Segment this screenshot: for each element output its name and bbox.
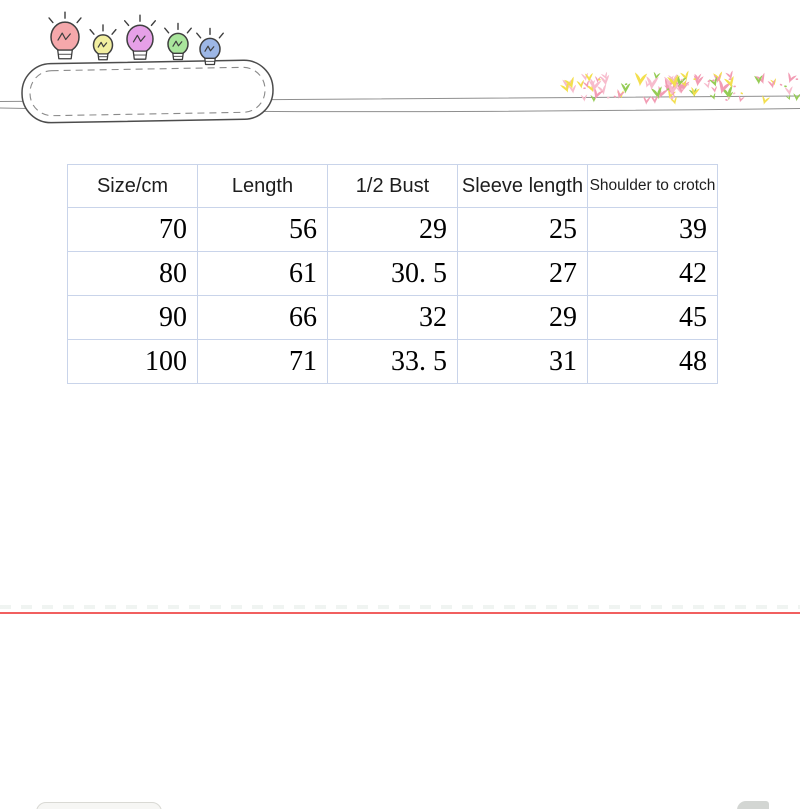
table-cell: 61 bbox=[198, 252, 328, 296]
column-header-size: Size/cm bbox=[68, 165, 198, 208]
flower-icon bbox=[793, 93, 800, 101]
table-header-row bbox=[68, 165, 718, 208]
table-cell: 42 bbox=[588, 252, 718, 296]
table-row bbox=[68, 340, 718, 384]
flower-icon bbox=[568, 85, 577, 95]
table-cell: 29 bbox=[458, 296, 588, 340]
table-row bbox=[68, 208, 718, 252]
flower-icon bbox=[634, 72, 648, 87]
table-cell: 25 bbox=[458, 208, 588, 252]
flower-icon bbox=[642, 96, 650, 105]
lightbulb-icon bbox=[125, 15, 156, 59]
table-cell: 56 bbox=[198, 208, 328, 252]
table-cell: 100 bbox=[68, 340, 198, 384]
flower-icon bbox=[784, 86, 793, 96]
table-cell: 29 bbox=[328, 208, 458, 252]
column-header-length: Length bbox=[198, 165, 328, 208]
table-cell: 70 bbox=[68, 208, 198, 252]
banner-outline bbox=[22, 60, 274, 123]
lightbulb-icon bbox=[49, 12, 81, 59]
table-cell: 32 bbox=[328, 296, 458, 340]
flower-icon bbox=[711, 86, 718, 93]
flower-icon bbox=[704, 81, 712, 90]
table-cell: 66 bbox=[198, 296, 328, 340]
table-cell: 48 bbox=[588, 340, 718, 384]
flower-icon bbox=[760, 95, 770, 106]
table-cell: 80 bbox=[68, 252, 198, 296]
table-cell: 27 bbox=[458, 252, 588, 296]
column-header-half-bust: 1/2 Bust bbox=[328, 165, 458, 208]
table-cell: 31 bbox=[458, 340, 588, 384]
lightbulb-icon bbox=[165, 23, 191, 59]
flower-icon bbox=[785, 72, 797, 84]
table-row bbox=[68, 296, 718, 340]
lightbulb-icon bbox=[90, 25, 116, 60]
table-cell: 30. 5 bbox=[328, 252, 458, 296]
flower-field bbox=[560, 71, 800, 106]
red-divider-line bbox=[0, 612, 800, 614]
header-decoration bbox=[0, 0, 800, 150]
column-header-sleeve-length: Sleeve length bbox=[458, 165, 588, 208]
flower-icon bbox=[581, 94, 588, 102]
flower-icon bbox=[692, 75, 703, 87]
table-cell: 45 bbox=[588, 296, 718, 340]
clipped-bottom-left-shape bbox=[36, 802, 162, 809]
size-table bbox=[67, 164, 718, 384]
table-cell: 71 bbox=[198, 340, 328, 384]
lightbulb-icon bbox=[197, 28, 223, 64]
lightbulb-row bbox=[49, 12, 223, 64]
column-header-shoulder-to-crotch: Shoulder to crotch bbox=[588, 165, 718, 208]
table-cell: 39 bbox=[588, 208, 718, 252]
table-cell: 90 bbox=[68, 296, 198, 340]
table-row bbox=[68, 252, 718, 296]
table-cell: 33. 5 bbox=[328, 340, 458, 384]
clipped-bottom-right-shape bbox=[737, 801, 769, 809]
faint-dashed-line bbox=[0, 605, 800, 609]
